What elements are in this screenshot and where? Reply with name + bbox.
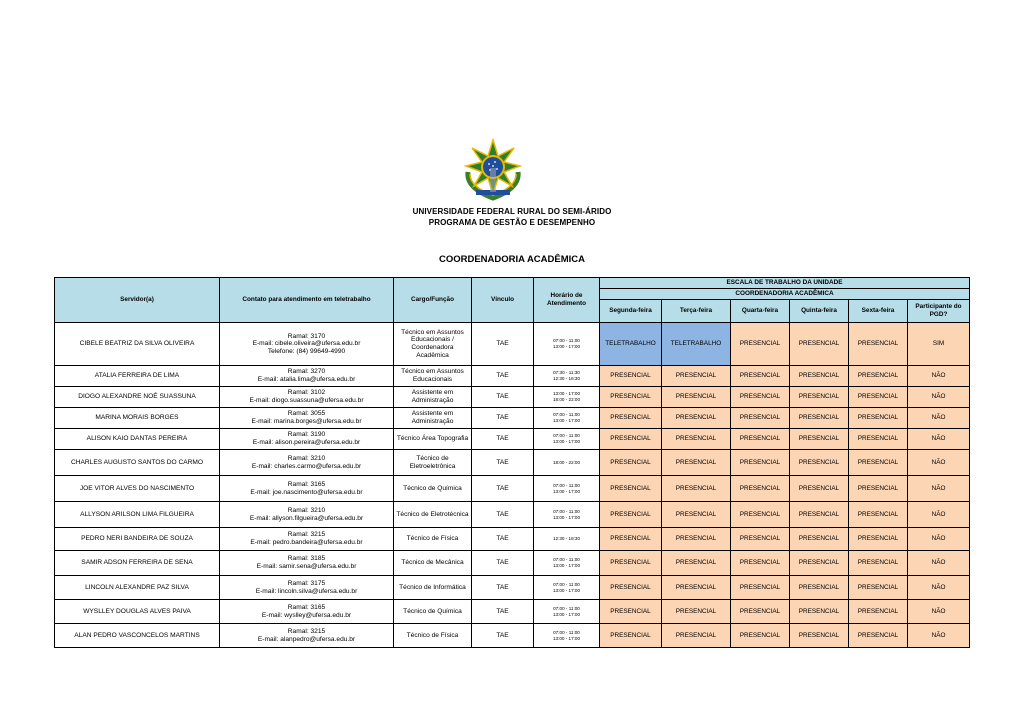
contato-cell: [220, 408, 394, 429]
contato-cell: [220, 502, 394, 528]
contato-email: E-mail: marina.borges@ufersa.edu.br: [251, 418, 362, 425]
day-status: PRESENCIAL: [731, 408, 790, 429]
contato-ramal: Ramal: 3175: [287, 579, 326, 587]
header-escala-unit: COORDENADORIA ACADÊMICA: [600, 289, 970, 300]
cargo-cell: Assistente em Administração: [394, 408, 472, 429]
cargo-cell: Técnico de Química: [394, 600, 472, 624]
table-row: [55, 323, 970, 366]
day-status: PRESENCIAL: [662, 450, 731, 476]
pgd-cell: NÃO: [908, 528, 970, 551]
contato-email: E-mail: alison.pereira@ufersa.edu.br: [252, 439, 361, 446]
horario-line: 07:00 - 11:00: [553, 581, 580, 587]
pgd-cell: NÃO: [908, 450, 970, 476]
contato-email: E-mail: joe.nascimento@ufersa.edu.br: [250, 488, 363, 496]
contato-email: E-mail: lincoln.silva@ufersa.edu.br: [255, 587, 358, 595]
day-status: PRESENCIAL: [600, 366, 662, 387]
table-row: [55, 366, 970, 387]
day-status: PRESENCIAL: [600, 624, 662, 648]
cargo-cell: Técnico de Mecânica: [394, 551, 472, 576]
day-status: PRESENCIAL: [849, 366, 908, 387]
day-status: PRESENCIAL: [731, 600, 790, 624]
horario-line: 18:00 - 22:00: [552, 397, 581, 402]
vinculo-cell: TAE: [472, 551, 534, 576]
day-status: PRESENCIAL: [662, 502, 731, 528]
cargo-cell: Técnico em Assuntos Educacionais / Coordenadora Acadêmica: [394, 323, 472, 366]
day-status: PRESENCIAL: [731, 323, 790, 366]
day-status: PRESENCIAL: [662, 551, 731, 576]
brasao-emblem: [462, 138, 524, 202]
header-day: Sexta-feira: [849, 300, 908, 323]
contato-cell: [220, 323, 394, 366]
day-status: PRESENCIAL: [600, 476, 662, 502]
horario-line: 13:00 - 17:00: [552, 563, 581, 568]
header-contato: Contato para atendimento em teletrabalho: [220, 278, 394, 323]
horario-line: 13:00 - 17:00: [552, 344, 581, 349]
day-status: PRESENCIAL: [849, 551, 908, 576]
day-status: PRESENCIAL: [600, 429, 662, 450]
table-row: [55, 408, 970, 429]
day-status: PRESENCIAL: [849, 476, 908, 502]
servidor-name: JOE VITOR ALVES DO NASCIMENTO: [55, 476, 220, 502]
day-status: PRESENCIAL: [731, 551, 790, 576]
contato-ramal: Ramal: 3210: [287, 454, 326, 462]
vinculo-cell: TAE: [472, 450, 534, 476]
header-pgd: Participante do PGD?: [908, 300, 970, 323]
servidor-name: CHARLES AUGUSTO SANTOS DO CARMO: [55, 450, 220, 476]
day-status: PRESENCIAL: [849, 323, 908, 366]
horario-cell: [534, 576, 600, 600]
pgd-cell: NÃO: [908, 476, 970, 502]
horario-line: 13:00 - 17:00: [552, 587, 581, 593]
contato-ramal: Ramal: 3215: [287, 531, 326, 539]
day-status: PRESENCIAL: [849, 387, 908, 408]
cargo-cell: Técnico de Física: [394, 528, 472, 551]
horario-cell: [534, 366, 600, 387]
horario-line: 07:00 - 11:00: [553, 412, 580, 417]
table-row: [55, 476, 970, 502]
day-status: PRESENCIAL: [731, 576, 790, 600]
day-status: PRESENCIAL: [600, 450, 662, 476]
contato-ramal: Ramal: 3210: [287, 506, 326, 514]
day-status: PRESENCIAL: [849, 528, 908, 551]
table-row: [55, 387, 970, 408]
vinculo-cell: TAE: [472, 366, 534, 387]
servidor-name: ALAN PEDRO VASCONCELOS MARTINS: [55, 624, 220, 648]
contato-cell: [220, 600, 394, 624]
contato-ramal: Ramal: 3185: [287, 555, 326, 563]
day-status: PRESENCIAL: [849, 450, 908, 476]
servidor-name: LINCOLN ALEXANDRE PAZ SILVA: [55, 576, 220, 600]
day-status: PRESENCIAL: [790, 502, 849, 528]
table-row: [55, 576, 970, 600]
table-body: [55, 323, 970, 648]
horario-line: 13:00 - 17:00: [552, 418, 581, 423]
table-row: [55, 450, 970, 476]
day-status: PRESENCIAL: [600, 408, 662, 429]
contato-email: E-mail: diogo.suassuna@ufersa.edu.br: [249, 397, 364, 404]
header-escala-title: ESCALA DE TRABALHO DA UNIDADE: [600, 278, 970, 289]
horario-line: 18:00 - 22:00: [552, 459, 581, 465]
day-status: PRESENCIAL: [790, 476, 849, 502]
day-status: PRESENCIAL: [790, 408, 849, 429]
pgd-cell: NÃO: [908, 387, 970, 408]
contato-email: E-mail: alanpedro@ufersa.edu.br: [257, 635, 356, 643]
day-status: PRESENCIAL: [790, 551, 849, 576]
contato-ramal: Ramal: 3055: [287, 410, 326, 418]
contato-cell: [220, 366, 394, 387]
horario-cell: [534, 387, 600, 408]
horario-line: 07:00 - 11:00: [553, 629, 580, 635]
contato-ramal: Ramal: 3165: [287, 603, 326, 611]
horario-line: 07:30 - 11:30: [553, 370, 580, 375]
pgd-cell: NÃO: [908, 576, 970, 600]
contato-cell: [220, 551, 394, 576]
servidor-name: WYSLLEY DOUGLAS ALVES PAIVA: [55, 600, 220, 624]
table-row: [55, 502, 970, 528]
day-status: PRESENCIAL: [849, 576, 908, 600]
header-servidor: Servidor(a): [55, 278, 220, 323]
day-status: PRESENCIAL: [662, 429, 731, 450]
table-row: [55, 528, 970, 551]
vinculo-cell: TAE: [472, 600, 534, 624]
contato-ramal: Ramal: 3190: [287, 431, 326, 439]
servidor-name: MARINA MORAIS BORGES: [55, 408, 220, 429]
university-title: UNIVERSIDADE FEDERAL RURAL DO SEMI-ÁRIDO: [412, 207, 612, 216]
day-status: PRESENCIAL: [790, 429, 849, 450]
day-status: PRESENCIAL: [849, 408, 908, 429]
horario-line: 13:00 - 17:00: [552, 635, 581, 641]
header-day: Quarta-feira: [731, 300, 790, 323]
day-status: PRESENCIAL: [600, 551, 662, 576]
day-status: PRESENCIAL: [662, 624, 731, 648]
horario-line: 13:00 - 17:00: [552, 439, 581, 444]
day-status: PRESENCIAL: [731, 476, 790, 502]
contato-cell: [220, 450, 394, 476]
header-vinculo: Vínculo: [472, 278, 534, 323]
servidor-name: PEDRO NERI BANDEIRA DE SOUZA: [55, 528, 220, 551]
contato-ramal: Ramal: 3102: [287, 389, 326, 397]
contato-email: E-mail: pedro.bandeira@ufersa.edu.br: [250, 539, 363, 546]
vinculo-cell: TAE: [472, 576, 534, 600]
contato-ramal: Ramal: 3165: [287, 480, 326, 488]
day-status: PRESENCIAL: [790, 624, 849, 648]
pgd-cell: NÃO: [908, 624, 970, 648]
contato-email: E-mail: allyson.filgueira@ufersa.edu.br: [249, 514, 364, 522]
day-status: PRESENCIAL: [790, 528, 849, 551]
servidor-name: ALISON KAIO DANTAS PEREIRA: [55, 429, 220, 450]
servidor-name: CIBELE BEATRIZ DA SILVA OLIVEIRA: [55, 323, 220, 366]
contato-cell: [220, 624, 394, 648]
day-status: PRESENCIAL: [662, 476, 731, 502]
pgd-cell: SIM: [908, 323, 970, 366]
vinculo-cell: TAE: [472, 624, 534, 648]
day-status: PRESENCIAL: [849, 624, 908, 648]
horario-cell: [534, 624, 600, 648]
horario-cell: [534, 408, 600, 429]
cargo-cell: Técnico Área Topografia: [394, 429, 472, 450]
cargo-cell: Técnico de Química: [394, 476, 472, 502]
day-status: PRESENCIAL: [731, 387, 790, 408]
table-row: [55, 624, 970, 648]
cargo-cell: Assistente em Administração: [394, 387, 472, 408]
day-status: PRESENCIAL: [731, 429, 790, 450]
horario-line: 07:00 - 11:00: [553, 605, 580, 611]
day-status: PRESENCIAL: [731, 366, 790, 387]
pgd-cell: NÃO: [908, 408, 970, 429]
day-status: PRESENCIAL: [849, 502, 908, 528]
day-status: PRESENCIAL: [790, 600, 849, 624]
vinculo-cell: TAE: [472, 387, 534, 408]
table-row: [55, 429, 970, 450]
contato-email: E-mail: charles.carmo@ufersa.edu.br: [251, 462, 362, 470]
horario-cell: [534, 429, 600, 450]
day-status: PRESENCIAL: [662, 408, 731, 429]
cargo-cell: Técnico de Informática: [394, 576, 472, 600]
pgd-cell: NÃO: [908, 551, 970, 576]
day-status: PRESENCIAL: [790, 366, 849, 387]
day-status: PRESENCIAL: [662, 600, 731, 624]
horario-line: 07:00 - 11:00: [553, 508, 580, 514]
contato-email: E-mail: atalia.lima@ufersa.edu.br: [257, 376, 356, 383]
horario-line: 12:30 - 16:30: [552, 376, 581, 381]
schedule-table: [54, 277, 970, 648]
contato-email: E-mail: cibele.oliveira@ufersa.edu.br: [252, 340, 361, 348]
contato-ramal: Ramal: 3170: [287, 332, 326, 340]
vinculo-cell: TAE: [472, 429, 534, 450]
day-status: PRESENCIAL: [662, 387, 731, 408]
day-status: PRESENCIAL: [849, 600, 908, 624]
vinculo-cell: TAE: [472, 476, 534, 502]
day-status: PRESENCIAL: [731, 528, 790, 551]
table-row: [55, 551, 970, 576]
horario-line: 12:30 - 18:30: [552, 536, 581, 541]
day-status: PRESENCIAL: [790, 323, 849, 366]
day-status: PRESENCIAL: [600, 502, 662, 528]
pgd-cell: NÃO: [908, 366, 970, 387]
vinculo-cell: TAE: [472, 408, 534, 429]
horario-line: 13:00 - 17:00: [552, 611, 581, 617]
day-status: TELETRABALHO: [662, 323, 731, 366]
day-status: TELETRABALHO: [600, 323, 662, 366]
header-horario: Horário de Atendimento: [534, 278, 600, 323]
horario-cell: [534, 323, 600, 366]
servidor-name: SAMIR ADSON FERREIRA DE SENA: [55, 551, 220, 576]
servidor-name: ATALIA FERREIRA DE LIMA: [55, 366, 220, 387]
day-status: PRESENCIAL: [600, 387, 662, 408]
horario-line: 13:00 - 17:00: [552, 488, 581, 494]
horario-line: 07:00 - 11:00: [553, 433, 580, 438]
vinculo-cell: TAE: [472, 502, 534, 528]
horario-line: 07:00 - 11:00: [553, 557, 580, 562]
pgd-cell: NÃO: [908, 600, 970, 624]
vinculo-cell: TAE: [472, 323, 534, 366]
horario-line: 13:00 - 17:00: [552, 514, 581, 520]
horario-cell: [534, 600, 600, 624]
day-status: PRESENCIAL: [662, 528, 731, 551]
cargo-cell: Técnico em Assuntos Educacionais: [394, 366, 472, 387]
contato-cell: [220, 476, 394, 502]
day-status: PRESENCIAL: [849, 429, 908, 450]
table-row: [55, 600, 970, 624]
horario-line: 13:00 - 17:00: [552, 391, 581, 396]
pgd-cell: NÃO: [908, 429, 970, 450]
contato-email: E-mail: wyslley@ufersa.edu.br: [261, 611, 352, 619]
contato-cell: [220, 387, 394, 408]
day-status: PRESENCIAL: [790, 387, 849, 408]
servidor-name: ALLYSON ARILSON LIMA FILGUEIRA: [55, 502, 220, 528]
horario-cell: [534, 502, 600, 528]
servidor-name: DIOGO ALEXANDRE NOÉ SUASSUNA: [55, 387, 220, 408]
unit-title: COORDENADORIA ACADÊMICA: [438, 254, 586, 265]
pgd-cell: NÃO: [908, 502, 970, 528]
day-status: PRESENCIAL: [600, 600, 662, 624]
program-title: PROGRAMA DE GESTÃO E DESEMPENHO: [428, 218, 596, 227]
contato-cell: [220, 528, 394, 551]
header-day: Quinta-feira: [790, 300, 849, 323]
horario-line: 07:00 - 11:00: [553, 338, 580, 343]
header-day: Terça-feira: [662, 300, 731, 323]
day-status: PRESENCIAL: [662, 366, 731, 387]
contato-ramal: Ramal: 3270: [287, 368, 326, 376]
cargo-cell: Técnico de Eletroeletrônica: [394, 450, 472, 476]
day-status: PRESENCIAL: [731, 450, 790, 476]
horario-cell: [534, 528, 600, 551]
day-status: PRESENCIAL: [731, 624, 790, 648]
vinculo-cell: TAE: [472, 528, 534, 551]
cargo-cell: Técnico de Física: [394, 624, 472, 648]
cargo-cell: Técnico de Eletrotécnica: [394, 502, 472, 528]
day-status: PRESENCIAL: [790, 576, 849, 600]
contato-email: E-mail: samir.sena@ufersa.edu.br: [256, 563, 357, 570]
contato-cell: [220, 429, 394, 450]
horario-line: 07:00 - 11:00: [553, 482, 580, 488]
contato-cell: [220, 576, 394, 600]
horario-cell: [534, 450, 600, 476]
horario-cell: [534, 476, 600, 502]
day-status: PRESENCIAL: [790, 450, 849, 476]
day-status: PRESENCIAL: [662, 576, 731, 600]
day-status: PRESENCIAL: [600, 528, 662, 551]
day-status: PRESENCIAL: [600, 576, 662, 600]
day-status: PRESENCIAL: [731, 502, 790, 528]
header-day: Segunda-feira: [600, 300, 662, 323]
contato-telefone: Telefone: (84) 99649-4990: [267, 347, 346, 355]
contato-ramal: Ramal: 3215: [287, 627, 326, 635]
horario-cell: [534, 551, 600, 576]
header-cargo: Cargo/Função: [394, 278, 472, 323]
